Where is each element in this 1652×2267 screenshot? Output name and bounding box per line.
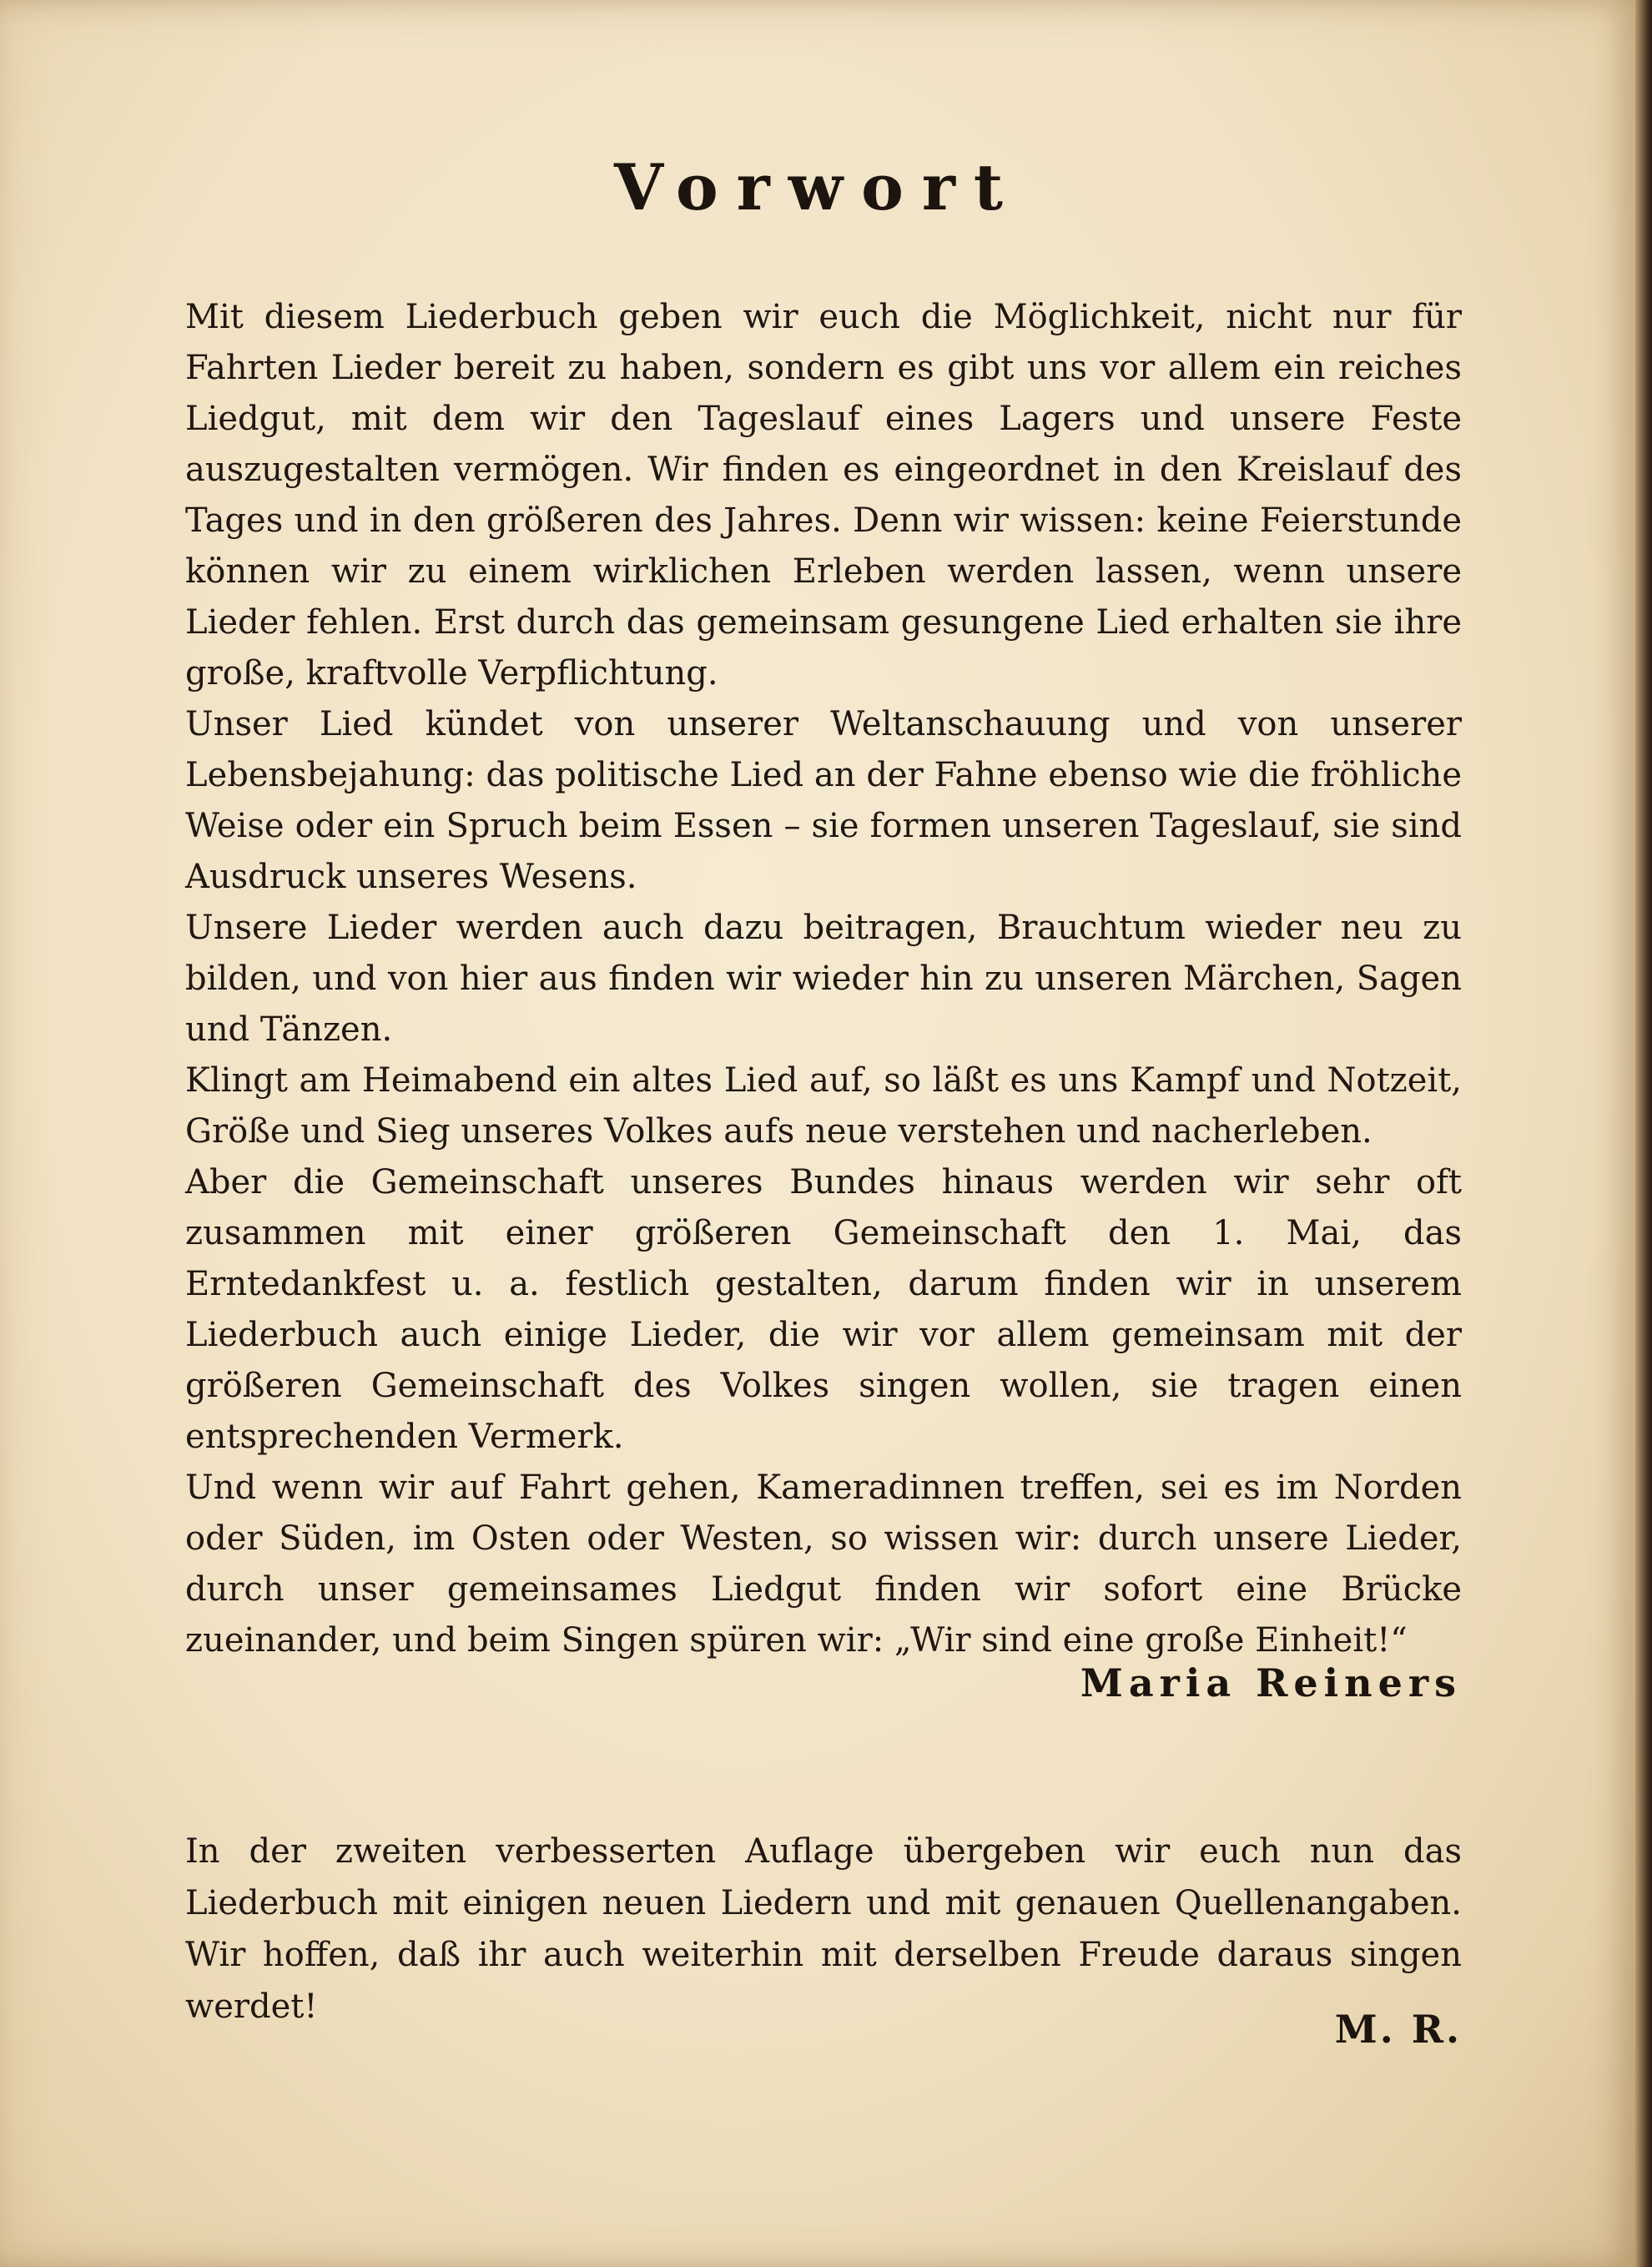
author-signature: Maria Reiners [1080,1660,1462,1705]
author-initials: M. R. [1334,2007,1462,2052]
paragraph-5: Aber die Gemeinschaft unseres Bundes hinaus werden wir sehr oft zusammen mit einer größeren Gemeinschaft den 1. Mai, das Erntedankfest u. a. festlich gestalten, darum finden wir in unserem Liederbuch auch einige Lieder, die wir vor allem gemeinsam mit der größeren Gemeinschaft des Volkes singen wollen, sie tragen einen entsprechenden Vermerk. [185,1163,1462,1456]
paragraph-1: Mit diesem Liederbuch geben wir euch die Möglichkeit, nicht nur für Fahrten Lieder bereit zu haben, sondern es gibt uns vor allem ein reiches Liedgut, mit dem wir den Tageslauf eines Lagers und unsere Feste auszugestalten vermögen. Wir finden es eingeordnet in den Kreislauf des Tages und in den größeren des Jahres. Denn wir wissen: keine Feierstunde können wir zu einem wirklichen Erleben werden lassen, wenn unsere Lieder fehlen. Erst durch das gemeinsam gesungene Lied erhalten sie ihre große, kraftvolle Verpflichtung. [185,298,1462,693]
paragraph-3: Unsere Lieder werden auch dazu beitragen, Brauchtum wieder neu zu bilden, und von hier aus finden wir wieder hin zu unseren Märchen, Sagen und Tänzen. [185,909,1462,1049]
paragraph-6: Und wenn wir auf Fahrt gehen, Kameradinnen treffen, sei es im Norden oder Süden, im Osten oder Westen, so wissen wir: durch unsere Lieder, durch unser gemeinsames Liedgut finden wir sofort eine Brücke zueinander, und beim Singen spüren wir: „Wir sind eine große Einheit!“ [185,1469,1462,1660]
foreword-body [185,292,1462,1666]
page-title: Vorwort [614,150,1021,224]
page-edge-shadow [1635,0,1652,2267]
paragraph-4: Klingt am Heimabend ein altes Lied auf, so läßt es uns Kampf und Notzeit, Größe und Sieg unseres Volkes aufs neue verstehen und nacherleben. [185,1061,1462,1151]
paragraph-2: Unser Lied kündet von unserer Weltanschauung und von unserer Lebensbejahung: das politische Lied an der Fahne ebenso wie die fröhliche Weise oder ein Spruch beim Essen – sie formen unseren Tageslauf, sie sind Ausdruck unseres Wesens. [185,705,1462,896]
second-edition-note: In der zweiten verbesserten Auflage übergeben wir euch nun das Liederbuch mit einigen neuen Liedern und mit genauen Quellenangaben. Wir hoffen, daß ihr auch weiterhin mit derselben Freude daraus singen werdet! [185,1832,1462,2026]
